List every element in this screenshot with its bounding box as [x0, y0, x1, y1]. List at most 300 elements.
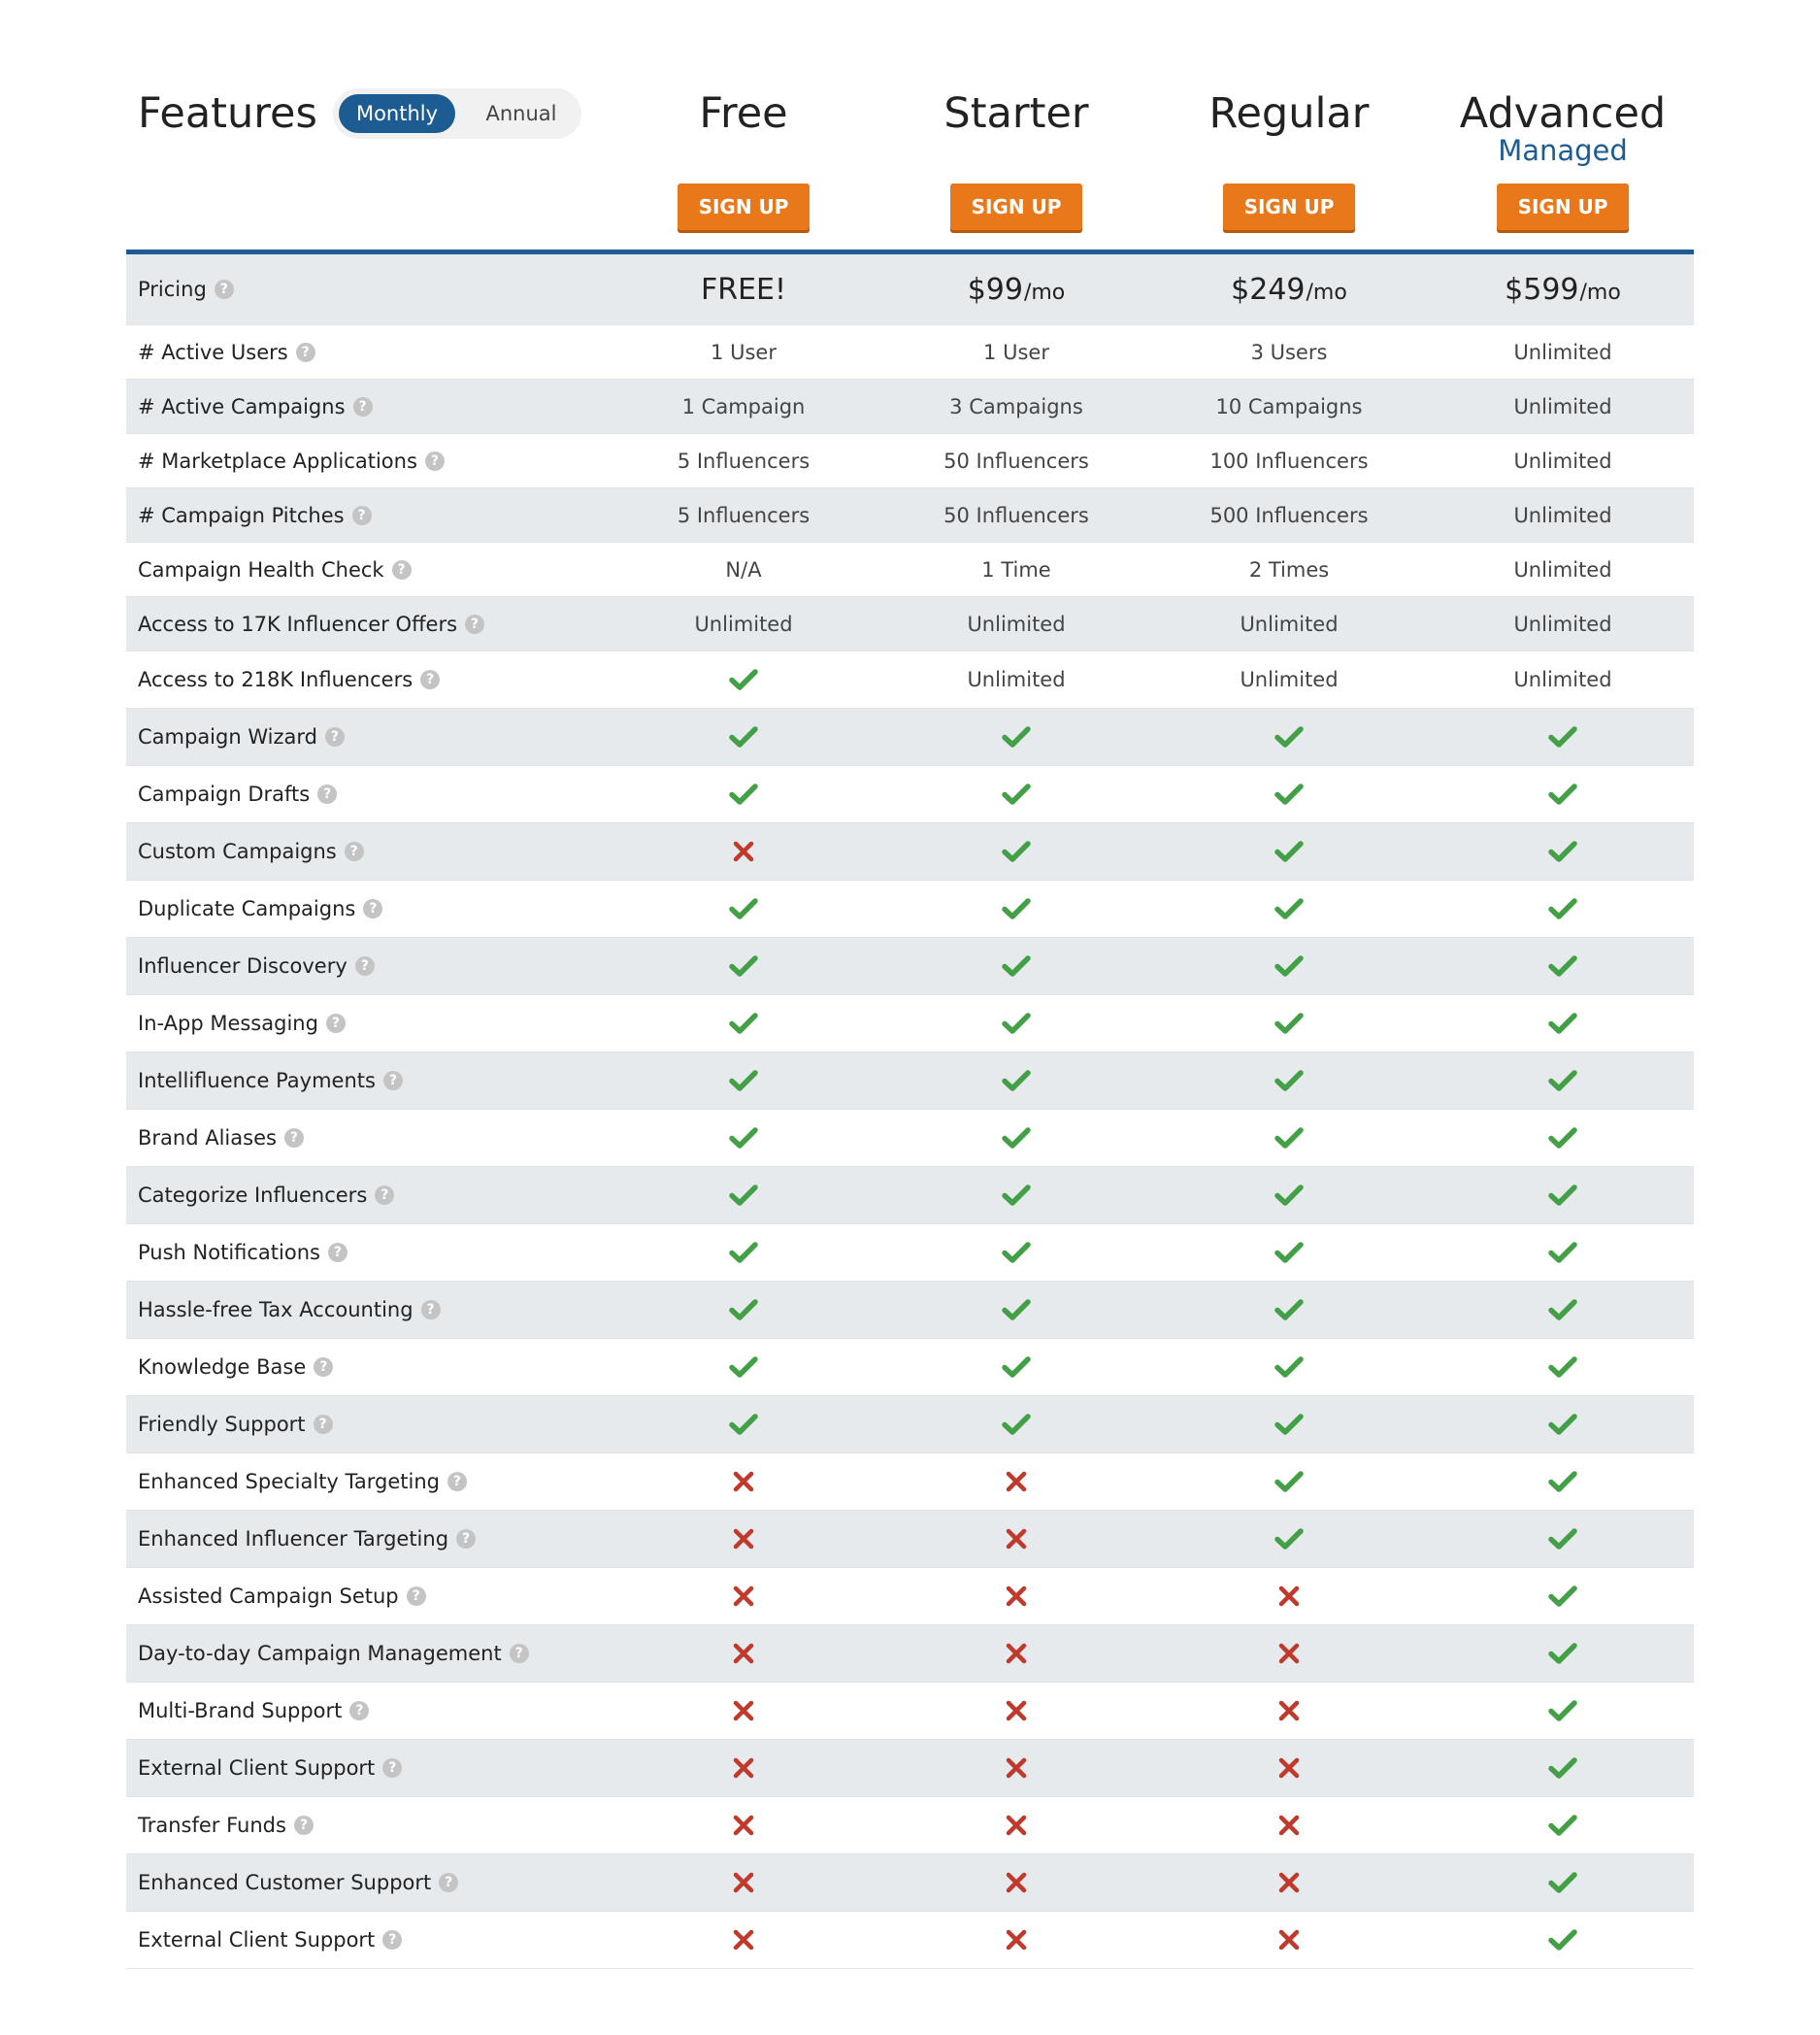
- feature-value-regular: [1163, 1282, 1415, 1338]
- check-icon: [1548, 1012, 1577, 1035]
- cross-icon: [1006, 1872, 1027, 1893]
- feature-value-starter: [890, 995, 1142, 1051]
- feature-value-text: 5 Influencers: [677, 503, 811, 527]
- question-circle-icon[interactable]: ?: [407, 1586, 426, 1606]
- check-icon: [1002, 1413, 1031, 1436]
- feature-value-starter: [890, 1282, 1142, 1338]
- price-starter: [890, 254, 1142, 324]
- question-circle-icon[interactable]: ?: [421, 1300, 441, 1319]
- feature-value-starter: [890, 325, 1142, 379]
- feature-label-text: Custom Campaigns: [138, 840, 337, 863]
- check-icon: [729, 954, 758, 978]
- feature-value-starter: [890, 1339, 1142, 1395]
- feature-value-regular: [1163, 823, 1415, 880]
- feature-value-free: [617, 651, 870, 708]
- feature-label: [138, 881, 382, 937]
- check-icon: [1548, 1699, 1577, 1722]
- feature-label-text: Campaign Wizard: [138, 725, 317, 749]
- feature-value-starter: [890, 1854, 1142, 1911]
- feature-value-regular: [1163, 1511, 1415, 1567]
- cross-icon: [1006, 1929, 1027, 1951]
- feature-value-free: [617, 1625, 870, 1682]
- feature-value-free: [617, 1683, 870, 1739]
- check-icon: [729, 1355, 758, 1379]
- cross-icon: [1278, 1700, 1300, 1721]
- check-icon: [1002, 1355, 1031, 1379]
- feature-row: [126, 995, 1694, 1052]
- feature-label: [138, 1224, 347, 1281]
- feature-value-regular: [1163, 709, 1415, 765]
- feature-value-text: 1 User: [711, 340, 777, 364]
- feature-row: [126, 1854, 1694, 1912]
- check-icon: [1002, 840, 1031, 863]
- question-circle-icon[interactable]: ?: [284, 1128, 304, 1148]
- feature-row: [126, 1797, 1694, 1854]
- feature-value-advanced: [1437, 938, 1689, 994]
- feature-value-free: [617, 1511, 870, 1567]
- cross-icon: [1278, 1872, 1300, 1893]
- feature-value-regular: [1163, 1625, 1415, 1682]
- feature-value-text: Unlimited: [1513, 557, 1612, 582]
- question-circle-icon[interactable]: ?: [349, 1701, 369, 1720]
- feature-label-text: Access to 218K Influencers: [138, 668, 414, 691]
- plan-subtitle-advanced: Managed: [1498, 134, 1628, 167]
- feature-value-advanced: [1437, 1282, 1689, 1338]
- question-circle-icon[interactable]: ?: [296, 343, 315, 362]
- check-icon: [729, 725, 758, 749]
- feature-value-starter: [890, 1396, 1142, 1452]
- billing-toggle[interactable]: [333, 88, 581, 139]
- feature-value-starter: [890, 380, 1142, 433]
- question-circle-icon[interactable]: ?: [215, 280, 234, 299]
- check-icon: [1548, 1355, 1577, 1379]
- feature-value-free: [617, 380, 870, 433]
- feature-label-text: Categorize Influencers: [138, 1184, 368, 1207]
- feature-value-advanced: [1437, 1224, 1689, 1281]
- feature-value-starter: [890, 938, 1142, 994]
- feature-label: [138, 1912, 402, 1968]
- cross-icon: [1006, 1528, 1027, 1550]
- feature-value-regular: [1163, 597, 1415, 651]
- check-icon: [1274, 725, 1304, 749]
- feature-label: [138, 1511, 476, 1567]
- check-icon: [1548, 1928, 1577, 1952]
- feature-row: [126, 938, 1694, 995]
- feature-row: [126, 709, 1694, 766]
- feature-label-text: # Active Users: [138, 340, 288, 364]
- feature-value-text: 2 Times: [1248, 557, 1330, 582]
- feature-value-starter: [890, 1224, 1142, 1281]
- feature-value-text: Unlimited: [1240, 668, 1339, 691]
- feature-row: [126, 1167, 1694, 1224]
- check-icon: [729, 1069, 758, 1092]
- feature-label-text: Campaign Health Check: [138, 557, 384, 582]
- question-circle-icon[interactable]: ?: [355, 956, 375, 976]
- feature-value-starter: [890, 1797, 1142, 1853]
- check-icon: [1548, 1756, 1577, 1780]
- feature-value-regular: [1163, 1740, 1415, 1796]
- feature-label: [138, 938, 375, 994]
- check-icon: [1274, 897, 1304, 920]
- question-circle-icon[interactable]: ?: [345, 842, 364, 861]
- features-title: Features: [138, 89, 317, 138]
- check-icon: [729, 1298, 758, 1321]
- feature-value-regular: [1163, 1854, 1415, 1911]
- feature-label-text: External Client Support: [138, 1928, 376, 1952]
- cross-icon: [733, 1815, 754, 1836]
- question-circle-icon[interactable]: ?: [382, 1930, 402, 1950]
- check-icon: [729, 1241, 758, 1264]
- price-value: FREE!: [700, 272, 787, 307]
- feature-value-regular: [1163, 1797, 1415, 1853]
- feature-value-regular: [1163, 1912, 1415, 1968]
- feature-value-starter: [890, 709, 1142, 765]
- signup-button-advanced[interactable]: SIGN UP: [1497, 183, 1629, 230]
- feature-value-advanced: [1437, 1912, 1689, 1968]
- feature-label: [138, 1453, 467, 1510]
- feature-label: [138, 1110, 304, 1166]
- feature-row: [126, 1453, 1694, 1511]
- cross-icon: [1278, 1929, 1300, 1951]
- feature-value-free: [617, 1282, 870, 1338]
- feature-value-text: Unlimited: [1240, 612, 1339, 636]
- cross-icon: [733, 1471, 754, 1492]
- feature-value-free: [617, 543, 870, 596]
- feature-row: [126, 1396, 1694, 1453]
- feature-value-free: [617, 1224, 870, 1281]
- feature-row: [126, 325, 1694, 380]
- price-value: $99: [967, 272, 1023, 307]
- feature-label: [138, 543, 412, 596]
- feature-value-regular: [1163, 651, 1415, 708]
- cross-icon: [1006, 1471, 1027, 1492]
- question-circle-icon[interactable]: ?: [510, 1644, 529, 1663]
- feature-value-free: [617, 1110, 870, 1166]
- feature-value-advanced: [1437, 1740, 1689, 1796]
- feature-value-advanced: [1437, 434, 1689, 487]
- question-circle-icon[interactable]: ?: [326, 1014, 346, 1033]
- question-circle-icon[interactable]: ?: [439, 1873, 458, 1892]
- question-circle-icon[interactable]: ?: [314, 1415, 333, 1434]
- feature-label: [138, 1339, 333, 1395]
- check-icon: [1548, 1585, 1577, 1608]
- cross-icon: [1006, 1700, 1027, 1721]
- feature-value-free: [617, 325, 870, 379]
- check-icon: [729, 668, 758, 691]
- price-regular: [1163, 254, 1415, 324]
- plan-title-advanced: Advanced: [1459, 89, 1667, 138]
- check-icon: [1548, 725, 1577, 749]
- feature-value-free: [617, 597, 870, 651]
- price-unit: /mo: [1306, 280, 1347, 305]
- cross-icon: [733, 841, 754, 862]
- question-circle-icon[interactable]: ?: [328, 1243, 347, 1262]
- check-icon: [1548, 1069, 1577, 1092]
- feature-label: [138, 380, 373, 433]
- feature-value-advanced: [1437, 1511, 1689, 1567]
- question-circle-icon[interactable]: ?: [375, 1185, 394, 1205]
- pricing-row: [126, 254, 1694, 325]
- feature-label: [138, 325, 315, 379]
- question-circle-icon[interactable]: ?: [314, 1357, 333, 1377]
- plan-title-free: Free: [699, 89, 788, 138]
- feature-value-starter: [890, 434, 1142, 487]
- check-icon: [1548, 1814, 1577, 1837]
- feature-label-text: External Client Support: [138, 1756, 376, 1780]
- feature-row: [126, 1282, 1694, 1339]
- feature-row: [126, 1052, 1694, 1110]
- check-icon: [1548, 840, 1577, 863]
- feature-value-starter: [890, 1052, 1142, 1109]
- feature-label: [138, 1282, 441, 1338]
- check-icon: [1274, 1527, 1304, 1551]
- feature-value-advanced: [1437, 1052, 1689, 1109]
- feature-label-text: Duplicate Campaigns: [138, 897, 356, 920]
- feature-value-free: [617, 1740, 870, 1796]
- question-circle-icon[interactable]: ?: [325, 727, 345, 747]
- check-icon: [1274, 1184, 1304, 1207]
- pricing-label-text: Pricing: [138, 278, 207, 301]
- feature-label: [138, 1568, 426, 1624]
- question-circle-icon[interactable]: ?: [425, 451, 445, 471]
- feature-label-text: Enhanced Influencer Targeting: [138, 1527, 449, 1551]
- check-icon: [1274, 1012, 1304, 1035]
- feature-value-advanced: [1437, 1110, 1689, 1166]
- feature-label: [138, 1683, 369, 1739]
- feature-value-free: [617, 1568, 870, 1624]
- feature-row: [126, 434, 1694, 488]
- feature-value-starter: [890, 1683, 1142, 1739]
- signup-button-regular[interactable]: SIGN UP: [1223, 183, 1355, 230]
- question-circle-icon[interactable]: ?: [465, 615, 484, 634]
- feature-value-starter: [890, 1511, 1142, 1567]
- feature-value-regular: [1163, 1568, 1415, 1624]
- feature-value-advanced: [1437, 1568, 1689, 1624]
- feature-value-free: [617, 823, 870, 880]
- feature-value-starter: [890, 1568, 1142, 1624]
- plan-title-regular: Regular: [1208, 89, 1370, 138]
- cross-icon: [1006, 1585, 1027, 1607]
- feature-value-regular: [1163, 325, 1415, 379]
- cross-icon: [1006, 1643, 1027, 1664]
- feature-value-regular: [1163, 380, 1415, 433]
- check-icon: [729, 1126, 758, 1150]
- feature-label: [138, 1396, 333, 1452]
- feature-value-regular: [1163, 1052, 1415, 1109]
- question-circle-icon[interactable]: ?: [317, 784, 337, 804]
- feature-label-text: Access to 17K Influencer Offers: [138, 612, 458, 636]
- feature-label: [138, 597, 484, 651]
- signup-button-free[interactable]: SIGN UP: [678, 183, 810, 230]
- cross-icon: [1278, 1585, 1300, 1607]
- feature-value-regular: [1163, 1167, 1415, 1223]
- feature-value-text: 50 Influencers: [943, 449, 1089, 473]
- feature-value-starter: [890, 1110, 1142, 1166]
- feature-row: [126, 1740, 1694, 1797]
- feature-value-advanced: [1437, 380, 1689, 433]
- feature-value-text: 1 User: [983, 340, 1049, 364]
- feature-value-advanced: [1437, 325, 1689, 379]
- feature-value-regular: [1163, 1339, 1415, 1395]
- check-icon: [1548, 1413, 1577, 1436]
- check-icon: [1548, 1871, 1577, 1894]
- feature-label: [138, 823, 364, 880]
- feature-value-regular: [1163, 1453, 1415, 1510]
- feature-label-text: Knowledge Base: [138, 1355, 307, 1379]
- feature-label-text: Day-to-day Campaign Management: [138, 1642, 502, 1665]
- cross-icon: [1278, 1815, 1300, 1836]
- feature-row: [126, 380, 1694, 434]
- feature-label-text: Friendly Support: [138, 1413, 306, 1436]
- cross-icon: [733, 1929, 754, 1951]
- check-icon: [1002, 1126, 1031, 1150]
- feature-label-text: Multi-Brand Support: [138, 1699, 343, 1722]
- check-icon: [1274, 1470, 1304, 1493]
- feature-value-text: Unlimited: [1513, 340, 1612, 364]
- feature-value-free: [617, 709, 870, 765]
- feature-label-text: In-App Messaging: [138, 1012, 318, 1035]
- check-icon: [1548, 1126, 1577, 1150]
- feature-value-advanced: [1437, 995, 1689, 1051]
- feature-value-advanced: [1437, 597, 1689, 651]
- feature-value-starter: [890, 1740, 1142, 1796]
- feature-value-regular: [1163, 1110, 1415, 1166]
- feature-value-regular: [1163, 543, 1415, 596]
- feature-label: [138, 1854, 458, 1911]
- feature-value-advanced: [1437, 881, 1689, 937]
- feature-label: [138, 1740, 402, 1796]
- check-icon: [1274, 1413, 1304, 1436]
- price-value: $249: [1231, 272, 1306, 307]
- feature-value-free: [617, 938, 870, 994]
- feature-label-text: Push Notifications: [138, 1241, 320, 1264]
- feature-value-text: Unlimited: [1513, 394, 1612, 418]
- check-icon: [1548, 1298, 1577, 1321]
- toggle-monthly[interactable]: Monthly: [339, 94, 455, 133]
- feature-value-advanced: [1437, 488, 1689, 542]
- check-icon: [1548, 1470, 1577, 1493]
- check-icon: [1548, 1184, 1577, 1207]
- feature-row: [126, 1224, 1694, 1282]
- check-icon: [1002, 725, 1031, 749]
- feature-value-free: [617, 1453, 870, 1510]
- cross-icon: [1006, 1757, 1027, 1779]
- feature-label: [138, 651, 440, 708]
- feature-row: [126, 766, 1694, 823]
- feature-value-advanced: [1437, 1797, 1689, 1853]
- feature-value-free: [617, 1396, 870, 1452]
- feature-label-text: Brand Aliases: [138, 1126, 277, 1150]
- feature-label: [138, 1625, 529, 1682]
- feature-value-text: 500 Influencers: [1209, 503, 1369, 527]
- question-circle-icon[interactable]: ?: [382, 1758, 402, 1778]
- feature-value-starter: [890, 597, 1142, 651]
- feature-row: [126, 881, 1694, 938]
- feature-label: [138, 995, 346, 1051]
- question-circle-icon[interactable]: ?: [447, 1472, 467, 1491]
- feature-value-starter: [890, 1453, 1142, 1510]
- feature-label-text: Transfer Funds: [138, 1814, 286, 1837]
- check-icon: [1002, 1184, 1031, 1207]
- check-icon: [1274, 783, 1304, 806]
- question-circle-icon[interactable]: ?: [420, 670, 440, 689]
- price-unit: /mo: [1579, 280, 1621, 305]
- feature-value-starter: [890, 488, 1142, 542]
- feature-label-text: # Active Campaigns: [138, 394, 346, 418]
- feature-value-text: Unlimited: [1513, 449, 1612, 473]
- check-icon: [729, 1184, 758, 1207]
- check-icon: [729, 1012, 758, 1035]
- feature-value-starter: [890, 823, 1142, 880]
- check-icon: [1274, 1298, 1304, 1321]
- question-circle-icon[interactable]: ?: [383, 1071, 403, 1090]
- feature-value-starter: [890, 1625, 1142, 1682]
- feature-value-text: Unlimited: [1513, 612, 1612, 636]
- feature-value-regular: [1163, 881, 1415, 937]
- signup-button-starter[interactable]: SIGN UP: [950, 183, 1082, 230]
- feature-value-text: Unlimited: [967, 612, 1066, 636]
- feature-label: [138, 709, 345, 765]
- question-circle-icon[interactable]: ?: [294, 1816, 314, 1835]
- feature-value-text: 3 Campaigns: [949, 394, 1083, 418]
- feature-value-free: [617, 766, 870, 822]
- cross-icon: [733, 1872, 754, 1893]
- feature-value-starter: [890, 766, 1142, 822]
- feature-value-regular: [1163, 766, 1415, 822]
- check-icon: [1548, 1642, 1577, 1665]
- feature-value-text: 5 Influencers: [677, 449, 811, 473]
- question-circle-icon[interactable]: ?: [353, 397, 373, 417]
- toggle-annual[interactable]: Annual: [485, 102, 557, 125]
- feature-label-text: # Campaign Pitches: [138, 503, 345, 527]
- feature-row: [126, 543, 1694, 597]
- feature-row: [126, 1912, 1694, 1969]
- question-circle-icon[interactable]: ?: [352, 506, 372, 525]
- feature-value-free: [617, 1797, 870, 1853]
- feature-value-text: 10 Campaigns: [1215, 394, 1363, 418]
- feature-value-free: [617, 1912, 870, 1968]
- feature-value-text: 100 Influencers: [1209, 449, 1369, 473]
- cross-icon: [733, 1585, 754, 1607]
- feature-row: [126, 597, 1694, 651]
- feature-row: [126, 1625, 1694, 1683]
- check-icon: [1002, 783, 1031, 806]
- question-circle-icon[interactable]: ?: [392, 560, 412, 580]
- feature-value-advanced: [1437, 1625, 1689, 1682]
- price-advanced: [1437, 254, 1689, 324]
- cross-icon: [733, 1757, 754, 1779]
- check-icon: [1548, 1527, 1577, 1551]
- feature-value-text: N/A: [725, 557, 762, 582]
- check-icon: [1274, 840, 1304, 863]
- plan-title-starter: Starter: [943, 89, 1089, 138]
- question-circle-icon[interactable]: ?: [456, 1529, 476, 1549]
- check-icon: [1274, 1069, 1304, 1092]
- feature-label-text: Enhanced Customer Support: [138, 1871, 432, 1894]
- check-icon: [1274, 1241, 1304, 1264]
- feature-value-free: [617, 488, 870, 542]
- feature-value-advanced: [1437, 1683, 1689, 1739]
- check-icon: [1548, 783, 1577, 806]
- cross-icon: [1006, 1815, 1027, 1836]
- feature-value-text: 1 Campaign: [681, 394, 806, 418]
- cross-icon: [1278, 1643, 1300, 1664]
- feature-value-regular: [1163, 488, 1415, 542]
- feature-row: [126, 823, 1694, 881]
- feature-value-advanced: [1437, 1854, 1689, 1911]
- question-circle-icon[interactable]: ?: [363, 899, 382, 918]
- feature-value-regular: [1163, 1683, 1415, 1739]
